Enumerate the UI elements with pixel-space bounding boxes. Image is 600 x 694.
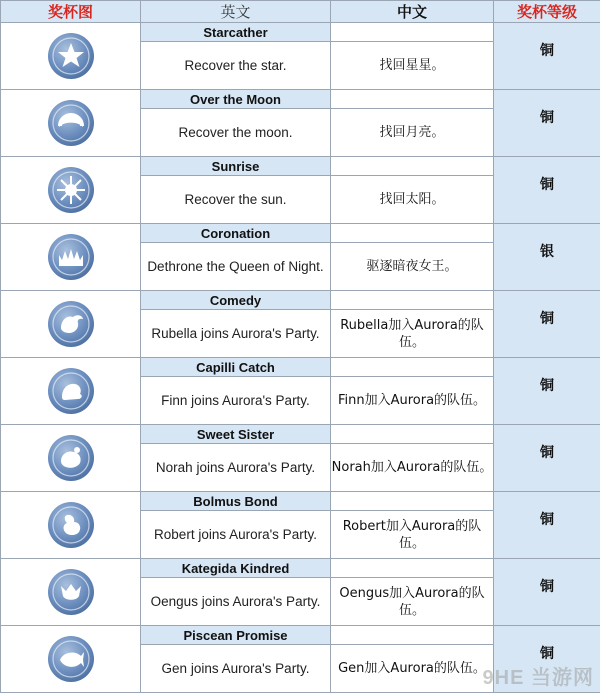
trophy-grade-label: 铜 bbox=[540, 445, 554, 461]
trophy-grade bbox=[494, 224, 600, 291]
trophy-row bbox=[1, 90, 600, 109]
trophy-grade-label: 铜 bbox=[540, 512, 554, 528]
trophy-grade bbox=[494, 492, 600, 559]
sun-icon bbox=[47, 166, 95, 214]
trophy-image-cell bbox=[1, 559, 141, 626]
trophy-name: Capilli Catch bbox=[141, 358, 331, 377]
site-watermark: 9HE 当游网 bbox=[482, 667, 594, 689]
header-trophy-grade: 奖杯等级 bbox=[494, 1, 600, 23]
trophy-name: Starcather bbox=[141, 23, 331, 42]
trophy-grade bbox=[494, 425, 600, 492]
header-chinese: 中文 bbox=[331, 1, 494, 23]
trophy-name-cn-blank bbox=[331, 559, 494, 578]
trophy-image-cell bbox=[1, 23, 141, 90]
trophy-name: Piscean Promise bbox=[141, 626, 331, 645]
trophy-image-cell bbox=[1, 90, 141, 157]
trophy-grade bbox=[494, 291, 600, 358]
capilli-icon bbox=[47, 367, 95, 415]
trophy-grade-label: 铜 bbox=[540, 43, 554, 59]
table-header-row bbox=[1, 1, 600, 23]
trophy-name-cn-blank bbox=[331, 358, 494, 377]
trophy-desc-en: Recover the star. bbox=[141, 42, 331, 90]
trophy-row bbox=[1, 425, 600, 444]
trophy-row bbox=[1, 492, 600, 511]
crown-icon bbox=[47, 233, 95, 281]
trophy-image-cell bbox=[1, 425, 141, 492]
star-icon bbox=[47, 32, 95, 80]
trophy-grade-label: 铜 bbox=[540, 579, 554, 595]
trophy-desc-en: Gen joins Aurora's Party. bbox=[141, 645, 331, 693]
trophy-image-cell bbox=[1, 224, 141, 291]
trophy-grade-label: 铜 bbox=[540, 110, 554, 126]
trophy-name-cn-blank bbox=[331, 224, 494, 243]
trophy-desc-cn: Finn加入Aurora的队伍。 bbox=[331, 377, 494, 425]
trophy-name-cn-blank bbox=[331, 23, 494, 42]
trophy-image-cell bbox=[1, 157, 141, 224]
trophy-row bbox=[1, 23, 600, 42]
trophy-grade bbox=[494, 90, 600, 157]
header-trophy-image: 奖杯图 bbox=[1, 1, 141, 23]
trophy-desc-cn: Oengus加入Aurora的队伍。 bbox=[331, 578, 494, 626]
trophy-image-cell bbox=[1, 291, 141, 358]
trophy-name-cn-blank bbox=[331, 157, 494, 176]
trophy-name: Sunrise bbox=[141, 157, 331, 176]
trophy-row bbox=[1, 157, 600, 176]
trophy-desc-cn: 驱逐暗夜女王。 bbox=[331, 243, 494, 291]
trophy-row bbox=[1, 559, 600, 578]
header-english: 英文 bbox=[141, 1, 331, 23]
trophy-desc-cn: 找回月亮。 bbox=[331, 109, 494, 157]
trophy-name-cn-blank bbox=[331, 626, 494, 645]
trophy-grade bbox=[494, 157, 600, 224]
trophy-row bbox=[1, 291, 600, 310]
trophy-desc-en: Finn joins Aurora's Party. bbox=[141, 377, 331, 425]
bolmus-icon bbox=[47, 501, 95, 549]
trophy-name: Kategida Kindred bbox=[141, 559, 331, 578]
trophy-grade-label: 铜 bbox=[540, 177, 554, 193]
trophy-name-cn-blank bbox=[331, 90, 494, 109]
trophy-name-cn-blank bbox=[331, 425, 494, 444]
trophy-desc-cn: Rubella加入Aurora的队伍。 bbox=[331, 310, 494, 358]
trophy-grade bbox=[494, 23, 600, 90]
kategida-icon bbox=[47, 568, 95, 616]
trophy-name: Sweet Sister bbox=[141, 425, 331, 444]
trophy-desc-en: Oengus joins Aurora's Party. bbox=[141, 578, 331, 626]
trophy-row bbox=[1, 626, 600, 645]
piscean-icon bbox=[47, 635, 95, 683]
trophy-grade bbox=[494, 358, 600, 425]
trophy-row bbox=[1, 224, 600, 243]
trophy-desc-en: Recover the sun. bbox=[141, 176, 331, 224]
trophy-desc-cn: 找回星星。 bbox=[331, 42, 494, 90]
trophy-name: Comedy bbox=[141, 291, 331, 310]
trophy-desc-en: Dethrone the Queen of Night. bbox=[141, 243, 331, 291]
trophy-desc-cn: Robert加入Aurora的队伍。 bbox=[331, 511, 494, 559]
trophy-desc-cn: Norah加入Aurora的队伍。 bbox=[331, 444, 494, 492]
trophy-desc-cn: 找回太阳。 bbox=[331, 176, 494, 224]
trophy-grade-label: 银 bbox=[540, 244, 554, 260]
trophy-row bbox=[1, 358, 600, 377]
trophy-grade-label: 铜 bbox=[540, 646, 554, 662]
trophy-desc-cn: Gen加入Aurora的队伍。 bbox=[331, 645, 494, 693]
moon-icon bbox=[47, 99, 95, 147]
trophy-desc-en: Recover the moon. bbox=[141, 109, 331, 157]
trophy-image-cell bbox=[1, 492, 141, 559]
trophy-name-cn-blank bbox=[331, 492, 494, 511]
trophy-grade bbox=[494, 559, 600, 626]
trophy-desc-en: Rubella joins Aurora's Party. bbox=[141, 310, 331, 358]
sister-icon bbox=[47, 434, 95, 482]
trophy-name: Over the Moon bbox=[141, 90, 331, 109]
trophy-image-cell bbox=[1, 626, 141, 693]
trophy-grade-label: 铜 bbox=[540, 378, 554, 394]
trophy-desc-en: Robert joins Aurora's Party. bbox=[141, 511, 331, 559]
trophy-grade-label: 铜 bbox=[540, 311, 554, 327]
trophy-desc-en: Norah joins Aurora's Party. bbox=[141, 444, 331, 492]
trophy-name: Coronation bbox=[141, 224, 331, 243]
jester-icon bbox=[47, 300, 95, 348]
trophy-name: Bolmus Bond bbox=[141, 492, 331, 511]
trophy-name-cn-blank bbox=[331, 291, 494, 310]
trophy-image-cell bbox=[1, 358, 141, 425]
